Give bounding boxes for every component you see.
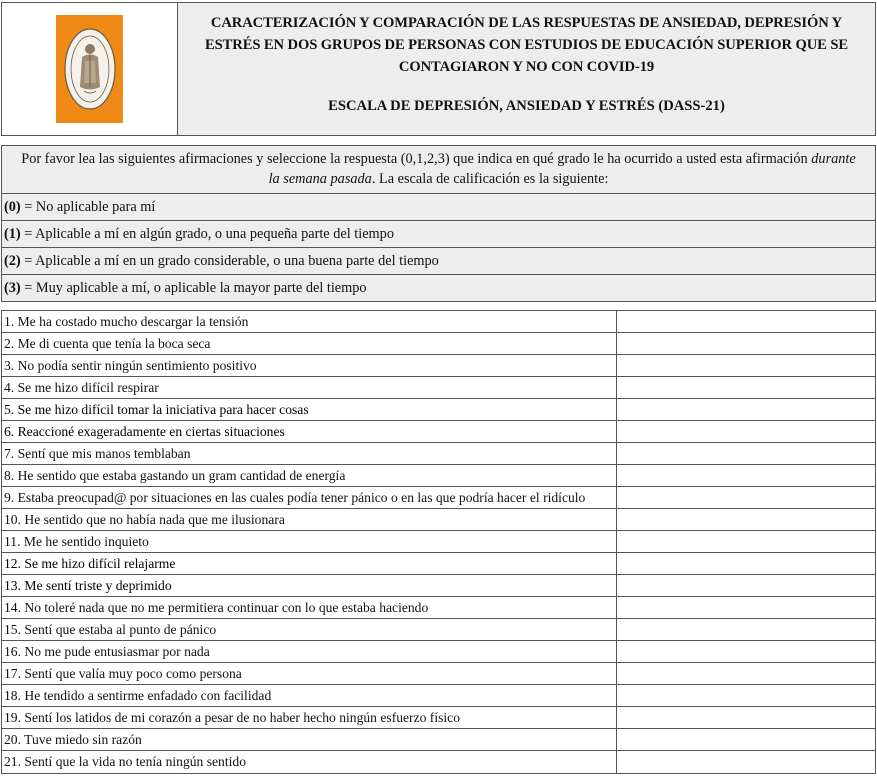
answer-cell[interactable] (617, 619, 875, 640)
table-row (2, 553, 875, 575)
scale-code: (2) (4, 253, 21, 269)
scale-text: = Aplicable a mí en algún grado, o una pequeña parte del tiempo (20, 226, 394, 242)
table-row (2, 377, 875, 399)
university-seal-icon (56, 15, 123, 123)
item-statement: 1. Me ha costado mucho descargar la tensión (2, 311, 617, 332)
answer-cell[interactable] (617, 465, 875, 486)
answer-cell[interactable] (617, 487, 875, 508)
answer-cell[interactable] (617, 597, 875, 618)
table-row (2, 575, 875, 597)
item-statement: 5. Se me hizo difícil tomar la iniciativa para hacer cosas (2, 399, 617, 420)
instructions-block (1, 145, 876, 302)
table-row (2, 509, 875, 531)
answer-cell[interactable] (617, 641, 875, 662)
scale-row-3 (2, 275, 875, 302)
table-row (2, 597, 875, 619)
answer-cell[interactable] (617, 509, 875, 530)
item-statement: 9. Estaba preocupad@ por situaciones en las cuales podía tener pánico o en las que podría hacer el ridículo (2, 487, 617, 508)
table-row (2, 619, 875, 641)
scale-text: = No aplicable para mí (20, 199, 156, 215)
item-statement: 16. No me pude entusiasmar por nada (2, 641, 617, 662)
table-row (2, 685, 875, 707)
document-title: CARACTERIZACIÓN Y COMPARACIÓN DE LAS RESPUESTAS DE ANSIEDAD, DEPRESIÓN Y ESTRÉS EN DOS GRUPOS DE PERSONAS CON ESTUDIOS DE EDUCACIÓN SUPERIOR QUE SE CONTAGIARON Y NO CON COVID-19 (205, 15, 848, 75)
table-row (2, 751, 875, 773)
intro-after: . La escala de calificación es la siguiente: (371, 171, 609, 187)
answer-cell[interactable] (617, 729, 875, 750)
item-statement: 3. No podía sentir ningún sentimiento positivo (2, 355, 617, 376)
answer-cell[interactable] (617, 663, 875, 684)
item-statement: 19. Sentí los latidos de mi corazón a pesar de no haber hecho ningún esfuerzo físico (2, 707, 617, 728)
form-header (1, 2, 876, 136)
scale-code: (3) (4, 280, 21, 296)
scale-row-2 (2, 248, 875, 275)
scale-code: (1) (4, 226, 21, 242)
answer-cell[interactable] (617, 553, 875, 574)
item-statement: 15. Sentí que estaba al punto de pánico (2, 619, 617, 640)
table-row (2, 311, 875, 333)
answer-cell[interactable] (617, 707, 875, 728)
instructions-text (2, 146, 875, 194)
table-row (2, 641, 875, 663)
scale-text: = Aplicable a mí en un grado considerable, o una buena parte del tiempo (20, 253, 439, 269)
table-row (2, 707, 875, 729)
table-row (2, 663, 875, 685)
item-statement: 13. Me sentí triste y deprimido (2, 575, 617, 596)
item-statement: 18. He tendido a sentirme enfadado con facilidad (2, 685, 617, 706)
answer-cell[interactable] (617, 355, 875, 376)
scale-row-0 (2, 194, 875, 221)
intro-before: Por favor lea las siguientes afirmaciones y seleccione la respuesta (0,1,2,3) que indica en qué grado le ha ocurrido a usted esta afirmación (21, 151, 812, 167)
answer-cell[interactable] (617, 399, 875, 420)
answer-cell[interactable] (617, 575, 875, 596)
item-statement: 12. Se me hizo difícil relajarme (2, 553, 617, 574)
scale-code: (0) (4, 199, 21, 215)
title-cell (178, 3, 875, 135)
answer-cell[interactable] (617, 531, 875, 552)
logo-cell (2, 3, 178, 135)
scale-text: = Muy aplicable a mí, o aplicable la mayor parte del tiempo (20, 280, 367, 296)
item-statement: 14. No toleré nada que no me permitiera continuar con lo que estaba haciendo (2, 597, 617, 618)
answer-cell[interactable] (617, 751, 875, 773)
scale-title: ESCALA DE DEPRESIÓN, ANSIEDAD Y ESTRÉS (DASS-21) (328, 98, 725, 114)
table-row (2, 729, 875, 751)
answer-cell[interactable] (617, 443, 875, 464)
table-row (2, 421, 875, 443)
item-statement: 21. Sentí que la vida no tenía ningún sentido (2, 751, 617, 773)
item-statement: 7. Sentí que mis manos temblaban (2, 443, 617, 464)
table-row (2, 399, 875, 421)
item-statement: 10. He sentido que no había nada que me ilusionara (2, 509, 617, 530)
item-statement: 20. Tuve miedo sin razón (2, 729, 617, 750)
table-row (2, 465, 875, 487)
answer-cell[interactable] (617, 311, 875, 332)
item-statement: 11. Me he sentido inquieto (2, 531, 617, 552)
intro-emphasis: durante la semana pasada (268, 151, 856, 187)
table-row (2, 443, 875, 465)
table-row (2, 531, 875, 553)
answer-cell[interactable] (617, 377, 875, 398)
item-statement: 4. Se me hizo difícil respirar (2, 377, 617, 398)
item-statement: 17. Sentí que valía muy poco como persona (2, 663, 617, 684)
answer-cell[interactable] (617, 333, 875, 354)
table-row (2, 355, 875, 377)
answer-cell[interactable] (617, 421, 875, 442)
items-table (1, 310, 876, 774)
item-statement: 6. Reaccioné exageradamente en ciertas situaciones (2, 421, 617, 442)
scale-row-1 (2, 221, 875, 248)
table-row (2, 487, 875, 509)
answer-cell[interactable] (617, 685, 875, 706)
item-statement: 2. Me di cuenta que tenía la boca seca (2, 333, 617, 354)
table-row (2, 333, 875, 355)
item-statement: 8. He sentido que estaba gastando un gram cantidad de energía (2, 465, 617, 486)
